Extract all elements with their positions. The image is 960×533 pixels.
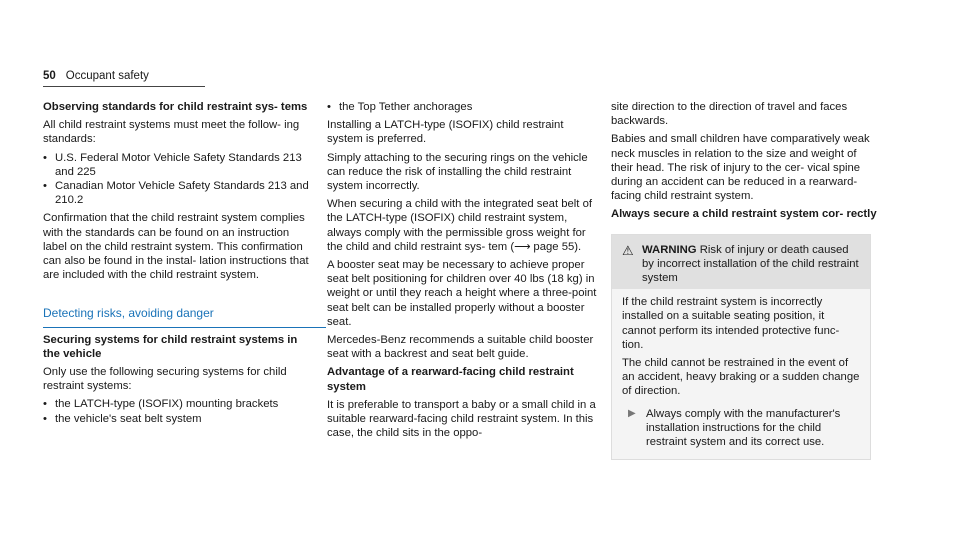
paragraph: Only use the following securing systems for child restraint systems:	[43, 366, 287, 393]
page-header	[43, 70, 149, 82]
column-1	[43, 100, 313, 430]
arrow-icon: ▶	[628, 407, 636, 419]
bullet-list	[43, 397, 313, 425]
paragraph: If the child restraint system is incorrectly installed on a suitable seating position, it cannot perform its intended protective func- tion.	[622, 296, 840, 351]
paragraph: Babies and small children have comparatively weak neck muscles in relation to the size and weight of their head. The risk of injury to the cer- vical spine during an accident can be reduced in a rearward-facing child restraint system.	[611, 133, 870, 203]
list-item: • the vehicle's seat belt system	[43, 412, 313, 426]
paragraph: It is preferable to transport a baby or a small child in a suitable rearward-facing child restraint system. In this case, the child sits in the oppo-	[327, 398, 596, 440]
warning-body	[612, 289, 870, 459]
paragraph: All child restraint systems must meet the follow- ing standards:	[43, 119, 300, 146]
heading: Observing standards for child restraint sys- tems	[43, 101, 308, 113]
page-number: 50	[43, 70, 56, 82]
warning-box	[611, 234, 871, 461]
warning-title: Risk of injury or death caused by incorrect installation of the child restraint system	[642, 243, 859, 285]
paragraph: Simply attaching to the securing rings on the vehicle can reduce the risk of installing the child restraint system incorrectly.	[327, 151, 588, 193]
paragraph: The child cannot be restrained in the event of an accident, heavy braking or a sudden change of direction.	[622, 357, 860, 398]
paragraph: Mercedes-Benz recommends a suitable child booster seat with a backrest and seat belt guide.	[327, 334, 594, 361]
heading: Advantage of a rearward-facing child restraint system	[327, 366, 574, 393]
heading: Always secure a child restraint system cor- rectly	[611, 208, 877, 221]
list-item: • the Top Tether anchorages	[327, 100, 597, 114]
paragraph: site direction to the direction of travel and faces backwards.	[611, 101, 848, 128]
paragraph: When securing a child with the integrated seat belt of the LATCH-type (ISOFIX) child restraint system, always comply with the permissible gross weight for the child and child restraint sys- tem (⟶ page 55).	[327, 198, 593, 253]
list-item: • U.S. Federal Motor Vehicle Safety Standards 213 and 225	[43, 151, 313, 179]
bullet-list	[43, 151, 313, 208]
bullet-list	[327, 100, 597, 114]
warning-icon: ⚠	[622, 242, 634, 258]
warning-header	[612, 235, 870, 290]
action-text: Always comply with the manufacturer's installation instructions for the child restraint system and its correct use.	[646, 407, 841, 449]
heading: Securing systems for child restraint systems in the vehicle	[43, 333, 298, 360]
paragraph: Installing a LATCH-type (ISOFIX) child restraint system is preferred.	[327, 119, 564, 146]
list-item: • the LATCH-type (ISOFIX) mounting brackets	[43, 397, 313, 411]
section-title: Detecting risks, avoiding danger	[43, 306, 326, 327]
header-rule	[43, 86, 205, 87]
section-name: Occupant safety	[65, 70, 149, 82]
paragraph: Confirmation that the child restraint system complies with the standards can be found on an instruction label on the child restraint system. This confirmation can also be found in the instal- lation instructions that are included with the child restraint system.	[43, 212, 309, 282]
warning-label: WARNING	[642, 243, 697, 256]
paragraph: A booster seat may be necessary to achieve proper seat belt positioning for children over 40 lbs (18 kg) in weight or until they reach a height where a three-point seat belt can be installed properly without a booster seat.	[327, 259, 597, 328]
column-3	[611, 100, 881, 460]
action-item	[622, 407, 860, 450]
list-item: • Canadian Motor Vehicle Safety Standards 213 and 210.2	[43, 179, 313, 207]
column-2	[327, 100, 597, 444]
